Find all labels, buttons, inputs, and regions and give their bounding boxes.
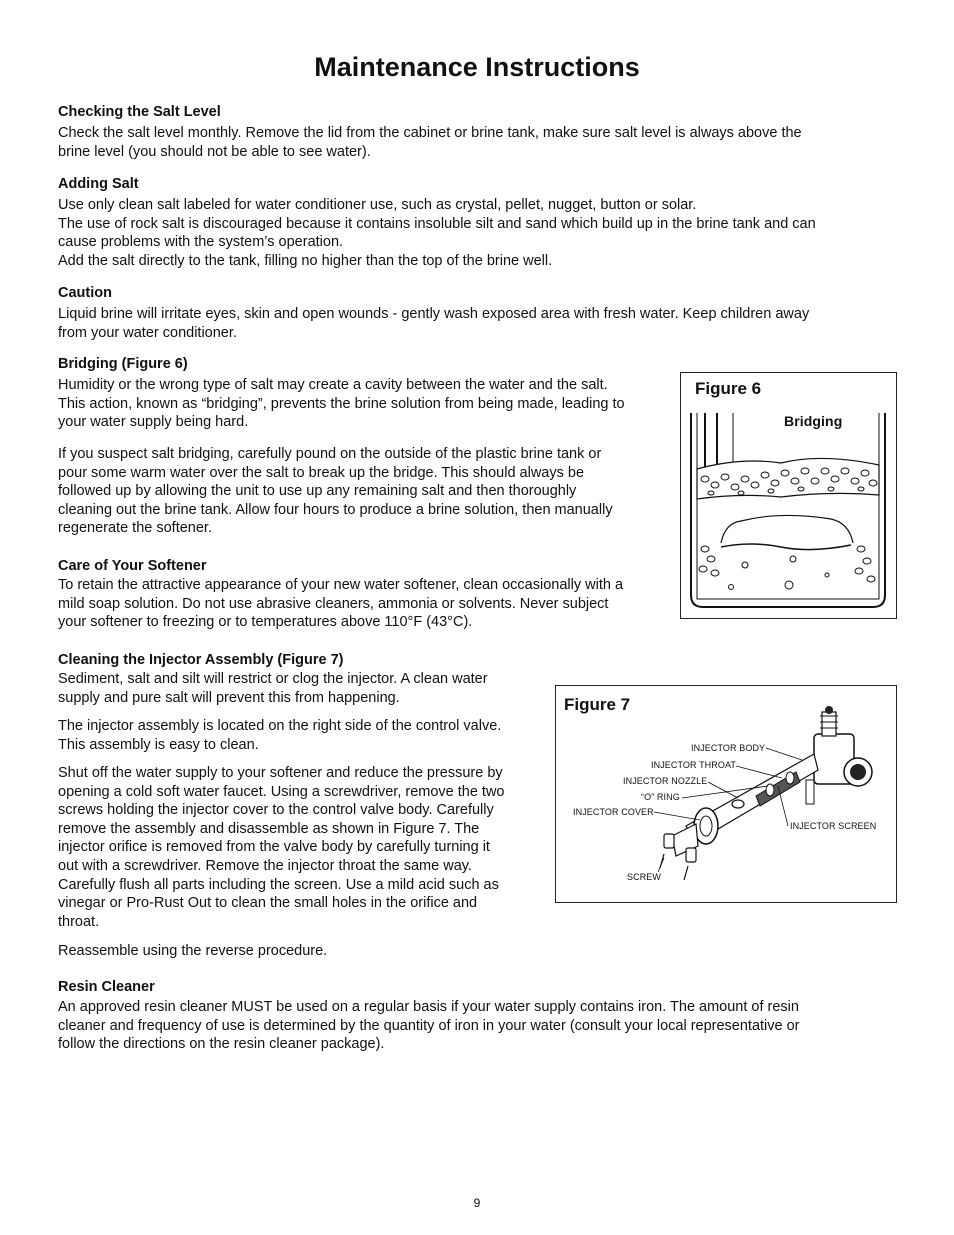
- label-screw: SCREW: [627, 872, 661, 882]
- paragraph-adding-salt: [58, 196, 816, 270]
- text-line: screws holding the injector cover to the control valve body. Carefully: [58, 802, 494, 819]
- text-line: cleaning out the brine tank. Allow four hours to produce a brine solution, then manually: [58, 501, 613, 518]
- text-line: Liquid brine will irritate eyes, skin and open wounds - gently wash exposed area with fresh water. Keep children away: [58, 306, 810, 322]
- paragraph-injector-3: [58, 764, 505, 931]
- text-line: To retain the attractive appearance of your new water softener, clean occasionally with a: [58, 577, 624, 593]
- figure-6-caption: Bridging: [784, 413, 843, 429]
- paragraph-injector-1: [58, 670, 488, 707]
- label-injector-nozzle: INJECTOR NOZZLE: [623, 776, 708, 786]
- text-line: mild soap solution. Do not use abrasive cleaners, ammonia or solvents. Never subject: [58, 595, 609, 612]
- text-line: follow the directions on the resin cleaner package).: [58, 1036, 385, 1053]
- text-line: opening a cold soft water faucet. Using a screwdriver, remove the two: [58, 783, 505, 800]
- heading-bridging: Bridging (Figure 6): [58, 356, 188, 372]
- text-line: cleaner and frequency of use is determined by the quantity of iron in your water (consult your local representative or: [58, 1017, 800, 1034]
- label-injector-screen: INJECTOR SCREEN: [790, 821, 877, 831]
- text-line: cause problems with the system’s operation.: [58, 234, 344, 251]
- paragraph-bridging-1: [58, 376, 625, 432]
- paragraph-injector-2: [58, 717, 501, 754]
- text-line: If you suspect salt bridging, carefully pound on the outside of the plastic brine tank or: [58, 446, 602, 462]
- paragraph-caution: [58, 305, 809, 342]
- figure-6-label: Figure 6: [695, 379, 762, 398]
- heading-adding-salt: Adding Salt: [58, 176, 139, 192]
- text-line: throat.: [58, 913, 100, 930]
- text-line: This action, known as “bridging”, prevents the brine solution from being made, leading to: [58, 395, 625, 412]
- text-line: your softener to freezing or to temperatures above 110°F (43°C).: [58, 614, 473, 631]
- paragraph-injector-4: Reassemble using the reverse procedure.: [58, 943, 328, 959]
- heading-injector: Cleaning the Injector Assembly (Figure 7): [58, 652, 344, 668]
- brine-tank-illustration: [681, 373, 896, 618]
- text-line: your water supply being hard.: [58, 414, 249, 431]
- heading-resin: Resin Cleaner: [58, 979, 155, 995]
- text-line: injector orifice is removed from the valve body by carefully turning it: [58, 839, 490, 856]
- page-title: Maintenance Instructions: [314, 52, 640, 82]
- label-injector-cover: INJECTOR COVER: [573, 807, 654, 817]
- text-line: The use of rock salt is discouraged because it contains insoluble silt and sand which build up in the brine tank and can: [58, 215, 816, 232]
- figure-7: [555, 685, 897, 903]
- text-line: out with a screwdriver. Remove the injector throat the same way.: [58, 857, 472, 874]
- text-line: vinegar or Pro-Rust Out to clean the small holes in the orifice and: [58, 895, 478, 912]
- text-line: The injector assembly is located on the right side of the control valve.: [58, 718, 502, 734]
- injector-assembly-illustration: [556, 686, 896, 902]
- text-line: Use only clean salt labeled for water conditioner use, such as crystal, pellet, nugget, button or solar.: [58, 197, 697, 213]
- paragraph-bridging-2: [58, 445, 613, 538]
- text-line: from your water conditioner.: [58, 324, 237, 341]
- text-line: supply and pure salt will prevent this from happening.: [58, 689, 400, 706]
- paragraph-care: [58, 576, 623, 632]
- label-injector-body: INJECTOR BODY: [691, 743, 766, 753]
- text-line: brine level (you should not be able to see water).: [58, 143, 371, 160]
- label-injector-throat: INJECTOR THROAT: [651, 760, 737, 770]
- text-line: Add the salt directly to the tank, filling no higher than the top of the brine well.: [58, 252, 553, 269]
- figure-7-label: Figure 7: [564, 695, 631, 714]
- text-line: remove the assembly and disassemble as shown in Figure 7. The: [58, 820, 480, 837]
- text-line: Check the salt level monthly. Remove the lid from the cabinet or brine tank, make sure salt level is always above the: [58, 125, 802, 141]
- text-line: regenerate the softener.: [58, 520, 212, 537]
- text-line: pour some warm water over the salt to break up the bridge. This should always be: [58, 464, 585, 481]
- text-line: followed up by allowing the unit to use up any remaining salt and then thoroughly: [58, 483, 577, 500]
- figure-6: [680, 372, 897, 619]
- text-line: This assembly is easy to clean.: [58, 736, 259, 753]
- text-line: Humidity or the wrong type of salt may create a cavity between the water and the salt.: [58, 377, 608, 393]
- heading-caution: Caution: [58, 285, 112, 301]
- heading-salt-level: Checking the Salt Level: [58, 104, 221, 120]
- page-number: 9: [473, 1196, 481, 1210]
- text-line: Carefully flush all parts including the screen. Use a mild acid such as: [58, 876, 499, 893]
- text-line: Shut off the water supply to your softener and reduce the pressure by: [58, 765, 503, 781]
- paragraph-resin: [58, 998, 800, 1054]
- text-line: An approved resin cleaner MUST be used on a regular basis if your water supply contains iron. The amount of resin: [58, 999, 799, 1015]
- label-o-ring: “O” RING: [641, 792, 680, 802]
- heading-care: Care of Your Softener: [58, 558, 207, 574]
- paragraph-salt-level: [58, 124, 802, 161]
- text-line: Sediment, salt and silt will restrict or clog the injector. A clean water: [58, 671, 488, 687]
